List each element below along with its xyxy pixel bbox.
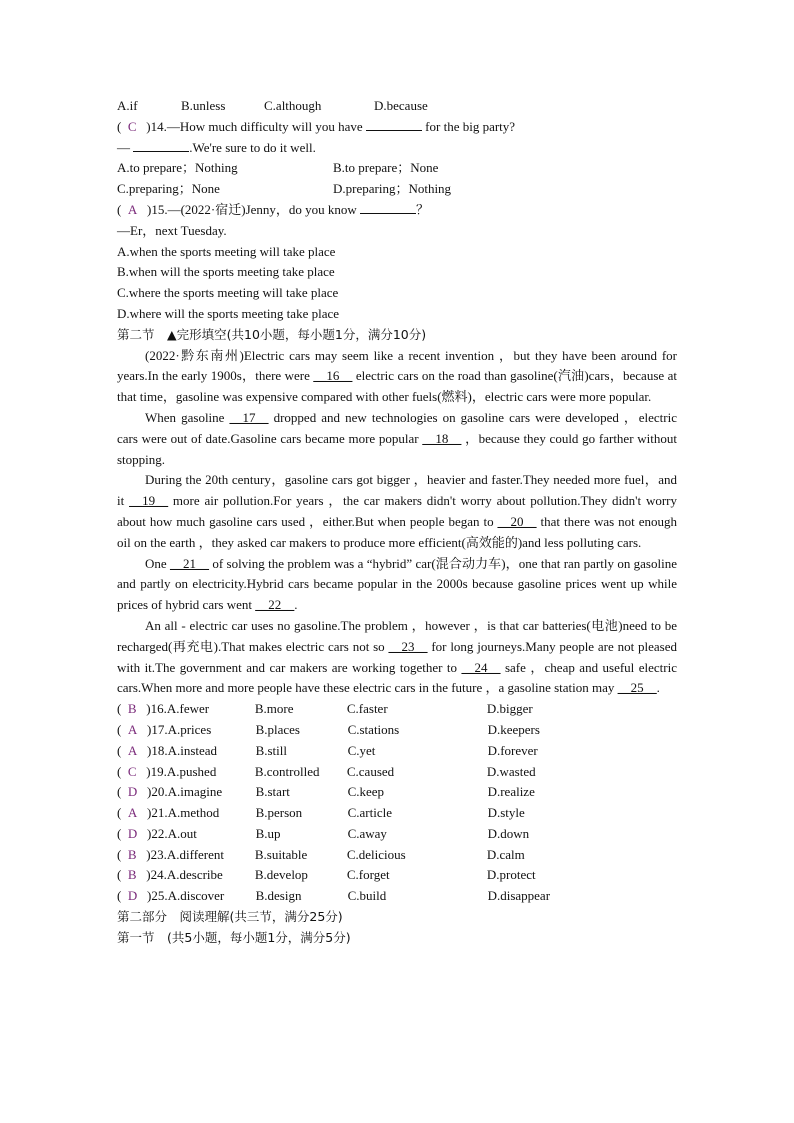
option-b: B.develop [254, 867, 308, 883]
cloze-question-16: ( B )16. A.fewer B.more C.faster D.bigger [117, 699, 677, 720]
option-a: A.imagine [167, 784, 223, 800]
passage-paragraph-5: An all - electric car uses no gasoline.The problem ，however ，is that car batteries(电池)need to be recharged(再充电).That makes electric cars not so __23__ for long journeys.Many people are not pleased with it.The government and car makers are working together to __24__ safe ，cheap and useful electric cars.When more and more people have these electric cars in the future ，a gasoline station may __25__. [117, 617, 678, 696]
option-d: D.bigger [486, 701, 533, 717]
question-number: )20. [146, 784, 168, 800]
cloze-question-17: ( A )17. A.prices B.places C.stations D.keepers [117, 720, 677, 741]
option-b: B.up [255, 825, 281, 841]
answer-key: A [127, 742, 138, 758]
option-b: B.unless [181, 98, 226, 113]
option-b: B.start [255, 784, 290, 800]
passage-paragraph-1: (2022·黔东南州)Electric cars may seem like a recent invention ，but they have been around for years.In the early 1900s，there were __16__ electric cars on the road than gasoline(汽油)cars，because at that time，gasoline was expensive compared with other fuels(燃料)，electric cars were more popular. [117, 347, 677, 405]
option-b: B.suitable [254, 846, 308, 862]
part-heading: 第二部分 阅读理解(共三节，满分25分) [117, 909, 343, 925]
option-d: D.protect [486, 867, 536, 883]
answer-key: C [127, 118, 137, 134]
option-a: A.discover [167, 888, 225, 904]
option-c: C.stations [347, 721, 400, 737]
question-14: ( C )14.—How much difficulty will you have for the big party? [117, 118, 516, 134]
cloze-blank-20: __20__ [497, 513, 537, 529]
cloze-blank-16: __16__ [313, 368, 353, 384]
cloze-question-19: ( C )19. A.pushed B.controlled C.caused D.wasted [117, 762, 677, 783]
subsection-heading: 第一节 (共5小题，每小题1分，满分5分) [117, 929, 351, 945]
question-number: )23. [146, 846, 167, 862]
cloze-question-23: ( B )23. A.different B.suitable C.delicious D.calm [117, 845, 677, 866]
reply-text: .We're sure to do it well. [189, 139, 316, 155]
option-a: A.different [166, 846, 225, 862]
option-a: A.fewer [166, 701, 210, 717]
question-number: )15. [146, 201, 168, 217]
question-text-end: for the big party? [425, 118, 516, 134]
cloze-question-24: ( B )24. A.describe B.develop C.forget D.protect [117, 865, 677, 886]
q13-options [117, 96, 677, 117]
question-number: )22. [146, 825, 168, 841]
option-b: B.when will the sports meeting take place [117, 264, 335, 280]
cloze-blank-22: __22__ [255, 597, 295, 613]
option-a: A.to prepare；Nothing [117, 160, 238, 176]
cloze-blank-19: __19__ [129, 493, 169, 509]
cloze-blank-18: __18__ [422, 430, 462, 446]
option-b: B.more [254, 701, 294, 717]
answer-key: D [127, 888, 138, 904]
option-d: D.preparing；Nothing [333, 181, 452, 197]
question-number: )21. [146, 805, 168, 821]
answer-key: A [127, 201, 138, 217]
q14-options-row2 [117, 179, 677, 200]
option-d: D.keepers [487, 721, 540, 737]
option-c: C.caused [346, 763, 395, 779]
option-a: A.describe [166, 867, 223, 883]
cloze-blank-24: __24__ [461, 659, 501, 675]
option-a: A.when the sports meeting will take place [117, 243, 336, 259]
option-d: D.down [487, 825, 530, 841]
cloze-question-25: ( D )25. A.discover B.design C.build D.disappear [117, 886, 677, 907]
question-number: )14. [146, 118, 167, 134]
option-a: A.out [167, 825, 197, 841]
option-d: D.calm [486, 846, 525, 862]
option-b: B.person [255, 805, 303, 821]
question-15-reply: —Er，next Tuesday. [117, 222, 227, 238]
option-d: D.style [487, 805, 525, 821]
passage-paragraph-2: When gasoline __17__ dropped and new technologies on gasoline cars were developed ，electric cars were out of date.Gasoline cars became more popular __18__ ，because they could go farther without stopping. [117, 409, 677, 467]
option-b: B.controlled [254, 763, 320, 779]
answer-key: A [127, 721, 138, 737]
option-b: B.to prepare；None [333, 160, 439, 176]
answer-key: B [127, 867, 137, 883]
cloze-question-list [117, 699, 677, 907]
option-a: A.prices [167, 721, 212, 737]
cloze-question-22: ( D )22. A.out B.up C.away D.down [117, 824, 677, 845]
answer-key: A [127, 805, 138, 821]
option-c: C.delicious [346, 846, 406, 862]
cloze-blank-25: __25__ [617, 680, 657, 696]
cloze-question-18: ( A )18. A.instead B.still C.yet D.forever [117, 741, 677, 762]
answer-blank [366, 130, 422, 131]
section-heading: 第二节 ▲完形填空(共10小题，每小题1分，满分10分) [117, 326, 427, 342]
cloze-question-20: ( D )20. A.imagine B.start C.keep D.realize [117, 782, 677, 803]
passage-paragraph-4: One __21__ of solving the problem was a “hybrid” car(混合动力车)，one that ran partly on gasoline and partly on electricity.Hybrid cars became popular in the 2000s because gasoline prices went up while prices of hybrid cars went __22__. [117, 555, 677, 613]
cloze-blank-21: __21__ [170, 555, 209, 571]
question-number: )17. [146, 721, 168, 737]
question-14-reply [117, 138, 677, 159]
question-text: —How much difficulty will you have [166, 118, 363, 134]
option-c: C.yet [347, 742, 376, 758]
answer-key: B [127, 846, 137, 862]
question-text: —(2022·宿迁)Jenny，do you know [167, 201, 357, 217]
cloze-question-21: ( A )21. A.method B.person C.article D.style [117, 803, 677, 824]
option-d: D.where will the sports meeting take place [117, 305, 340, 321]
option-d: D.forever [487, 742, 538, 758]
option-a: A.if [117, 98, 138, 113]
option-c: C.although [264, 98, 322, 113]
question-text-end: ？ [416, 201, 430, 217]
option-d: D.because [374, 98, 428, 113]
answer-key: D [127, 784, 138, 800]
question-number: )18. [146, 742, 168, 758]
option-b: B.places [255, 721, 300, 737]
question-15: ( A )15.—(2022·宿迁)Jenny，do you know ？ [117, 201, 430, 217]
option-a: A.instead [167, 742, 218, 758]
option-c: C.forget [346, 867, 390, 883]
answer-blank [360, 213, 416, 214]
option-a: A.method [167, 805, 220, 821]
answer-key: D [127, 825, 138, 841]
option-b: B.still [255, 742, 288, 758]
question-number: )16. [146, 701, 167, 717]
answer-blank [133, 151, 189, 152]
cloze-blank-17: __17__ [229, 409, 269, 425]
reply-dash: — [117, 139, 130, 155]
answer-key: C [127, 763, 137, 779]
option-c: C.where the sports meeting will take place [117, 285, 339, 301]
worksheet-page [117, 96, 677, 949]
cloze-blank-23: __23__ [388, 638, 428, 654]
option-d: D.disappear [487, 888, 551, 904]
option-d: D.wasted [486, 763, 536, 779]
option-c: C.faster [346, 701, 388, 717]
option-d: D.realize [487, 784, 535, 800]
option-b: B.design [255, 888, 302, 904]
question-number: )19. [146, 763, 167, 779]
answer-key: B [127, 701, 137, 717]
option-c: C.keep [347, 784, 385, 800]
option-c: C.build [347, 888, 387, 904]
option-a: A.pushed [166, 763, 217, 779]
question-number: )25. [146, 888, 168, 904]
option-c: C.preparing；None [117, 181, 220, 197]
passage-paragraph-3: During the 20th century，gasoline cars got bigger ，heavier and faster.They needed more fuel，and it __19__ more air pollution.For years ，the car makers didn't worry about pollution.They didn't worry about how much gasoline cars used ，either.But when people began to __20__ that there was not enough oil on the earth ，they asked car makers to produce more efficient(高效能的)and less polluting cars. [117, 472, 677, 550]
option-c: C.article [347, 805, 392, 821]
q14-options-row1 [117, 158, 677, 179]
question-number: )24. [146, 867, 167, 883]
option-c: C.away [347, 825, 387, 841]
